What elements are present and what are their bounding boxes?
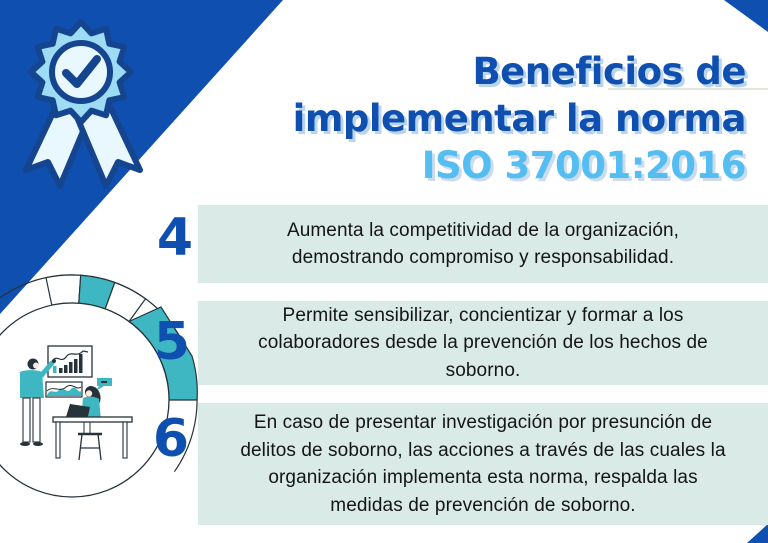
benefit-4-line: Aumenta la competitividad de la organización,: [286, 219, 680, 241]
top-right-triangle: [724, 0, 768, 32]
benefit-4-line: demostrando compromiso y responsabilidad.: [291, 247, 675, 268]
wave-chart-board-icon: [46, 382, 82, 397]
page-title: [293, 48, 746, 189]
bottom-right-triangle: [747, 524, 768, 543]
fan-segment-white: [46, 275, 81, 305]
title-line-1: Beneficios de: [472, 50, 746, 93]
benefit-5-line: colaboradores desde la prevención de los hechos de: [258, 332, 708, 354]
benefit-6-line: organización implementa esta norma, respalda las: [268, 467, 698, 488]
benefit-5-line: soborno.: [445, 359, 521, 381]
benefit-number-5: 5: [153, 312, 191, 372]
title-line-2: implementar la norma: [292, 97, 746, 140]
benefit-box-6: [198, 403, 768, 525]
benefit-number-6: 6: [152, 409, 190, 469]
benefit-6-line: En caso de presentar investigación por presunción de: [253, 412, 713, 433]
benefit-box-5: [198, 301, 768, 385]
benefit-6-line: medidas de prevención de soborno.: [330, 494, 636, 516]
rosette-center: [52, 43, 110, 101]
benefit-number-4: 4: [156, 208, 194, 268]
benefit-6-line: delitos de soborno, las acciones a través de las cuales la: [240, 439, 726, 461]
title-line-3-iso: ISO 37001:2016: [421, 144, 746, 187]
benefit-box-4: [198, 205, 768, 283]
benefit-5-line: Permite sensibilizar, concientizar y formar a los: [282, 304, 684, 326]
